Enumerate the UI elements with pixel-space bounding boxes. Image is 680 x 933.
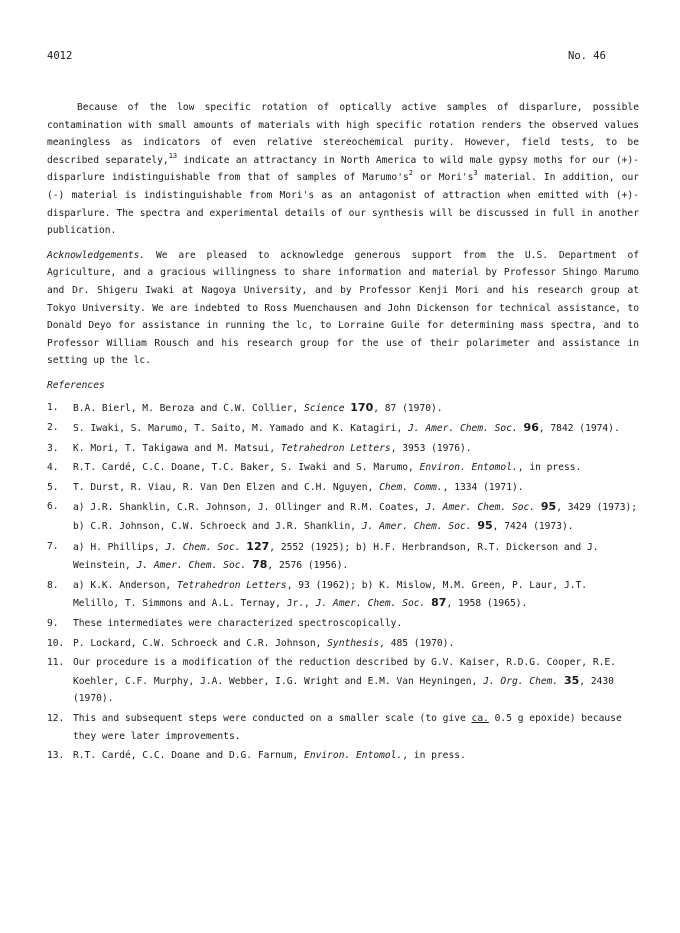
- acknowledgements-label: Acknowledgements.: [47, 249, 146, 261]
- reference-item: 12. This and subsequent steps were conducted on a smaller scale (to give ca. 0.5 g epoxide) because they were later improvements.: [47, 713, 622, 742]
- citation-13: 13: [168, 151, 178, 160]
- ca-abbreviation: ca.: [471, 713, 489, 724]
- reference-item: 3. K. Mori, T. Takigawa and M. Matsui, Tetrahedron Letters, 3953 (1976).: [47, 442, 472, 454]
- references-list: [47, 399, 639, 765]
- reference-item: 10. P. Lockard, C.W. Schroeck and C.R. Johnson, Synthesis, 485 (1970).: [47, 637, 455, 649]
- reference-item: 7. a) H. Phillips, J. Chem. Soc. 127, 2552 (1925); b) H.F. Herbrandson, R.T. Dickerson and J. Weinstein, J. Amer. Chem. Soc. 78, 2576 (1956).: [47, 539, 599, 572]
- reference-item: 4. R.T. Cardé, C.C. Doane, T.C. Baker, S. Iwaki and S. Marumo, Environ. Entomol., in press.: [47, 462, 582, 474]
- citation-3: 3: [473, 169, 478, 178]
- reference-item: 11. Our procedure is a modification of the reduction described by G.V. Kaiser, R.D.G. Cooper, R.E. Koehler, C.F. Murphy, J.A. Webber, I.G. Wright and E.M. Van Heyningen, J. Org. Chem. 35, 2430 (1970).: [47, 657, 616, 705]
- page-number: 4012: [47, 50, 73, 62]
- reference-item: 13. R.T. Cardé, C.C. Doane and D.G. Farnum, Environ. Entomol., in press.: [47, 750, 466, 762]
- acknowledgements-paragraph: Acknowledgements. We are pleased to acknowledge generous support from the U.S. Department of Agriculture, and a gracious willingness to share information and material by Professor Shingo Marumo and Dr. Shigeru Iwaki at Nagoya University, and by Professor Kenji Mori and his research group at Tokyo University. We are indebted to Ross Muenchausen and John Dickenson for technical assistance, to Donald Deyo for assistance in running the lc, to Lorraine Guile for determining mass spectra, and to Professor William Rousch and his research group for the use of their polarimeter and assistance in setting up the lc.: [47, 249, 639, 367]
- reference-item: 2. S. Iwaki, S. Marumo, T. Saito, M. Yamado and K. Katagiri, J. Amer. Chem. Soc. 96, 7842 (1974).: [47, 421, 620, 435]
- citation-2: 2: [408, 169, 413, 178]
- article-body: [47, 99, 639, 767]
- body-paragraph: Because of the low specific rotation of optically active samples of disparlure, possible contamination with small amounts of materials with high specific rotation renders the observed values meaningless as indicators of even relative stereochemical purity. However, field tests, to be described separately,$^{13}$ indicate an attractancy in North America to wild male gypsy moths for our (+)-disparlure indistinguishable from that of samples of $Marumo's^2$ or $Mori's^3$ material. In addition, our (-) material is indistinguishable from Mori's as an antagonist of attraction when emitted with (+)-disparlure. The spectra and experimental details of our synthesis will be discussed in full in another publication.: [47, 102, 639, 237]
- references-heading: References: [47, 379, 105, 391]
- reference-item: 8. a) K.K. Anderson, Tetrahedron Letters, 93 (1962); b) K. Mislow, M.M. Green, P. Laur, J.T. Melillo, T. Simmons and A.L. Ternay, Jr., J. Amer. Chem. Soc. 87, 1958 (1965).: [47, 579, 588, 610]
- reference-item: 5. T. Durst, R. Viau, R. Van Den Elzen and C.H. Nguyen, Chem. Comm., 1334 (1971).: [47, 481, 524, 493]
- reference-item: 9. These intermediates were characterized spectroscopically.: [47, 618, 403, 630]
- reference-item: 1. B.A. Bierl, M. Beroza and C.W. Collier, Science 170, 87 (1970).: [47, 400, 443, 414]
- issue-number: No. 46: [568, 50, 606, 62]
- reference-item: 6. a) J.R. Shanklin, C.R. Johnson, J. Ollinger and R.M. Coates, J. Amer. Chem. Soc. 95, 3429 (1973); b) C.R. Johnson, C.W. Schroeck and J.R. Shanklin, J. Amer. Chem. Soc. 95, 7424 (1973).: [47, 500, 638, 533]
